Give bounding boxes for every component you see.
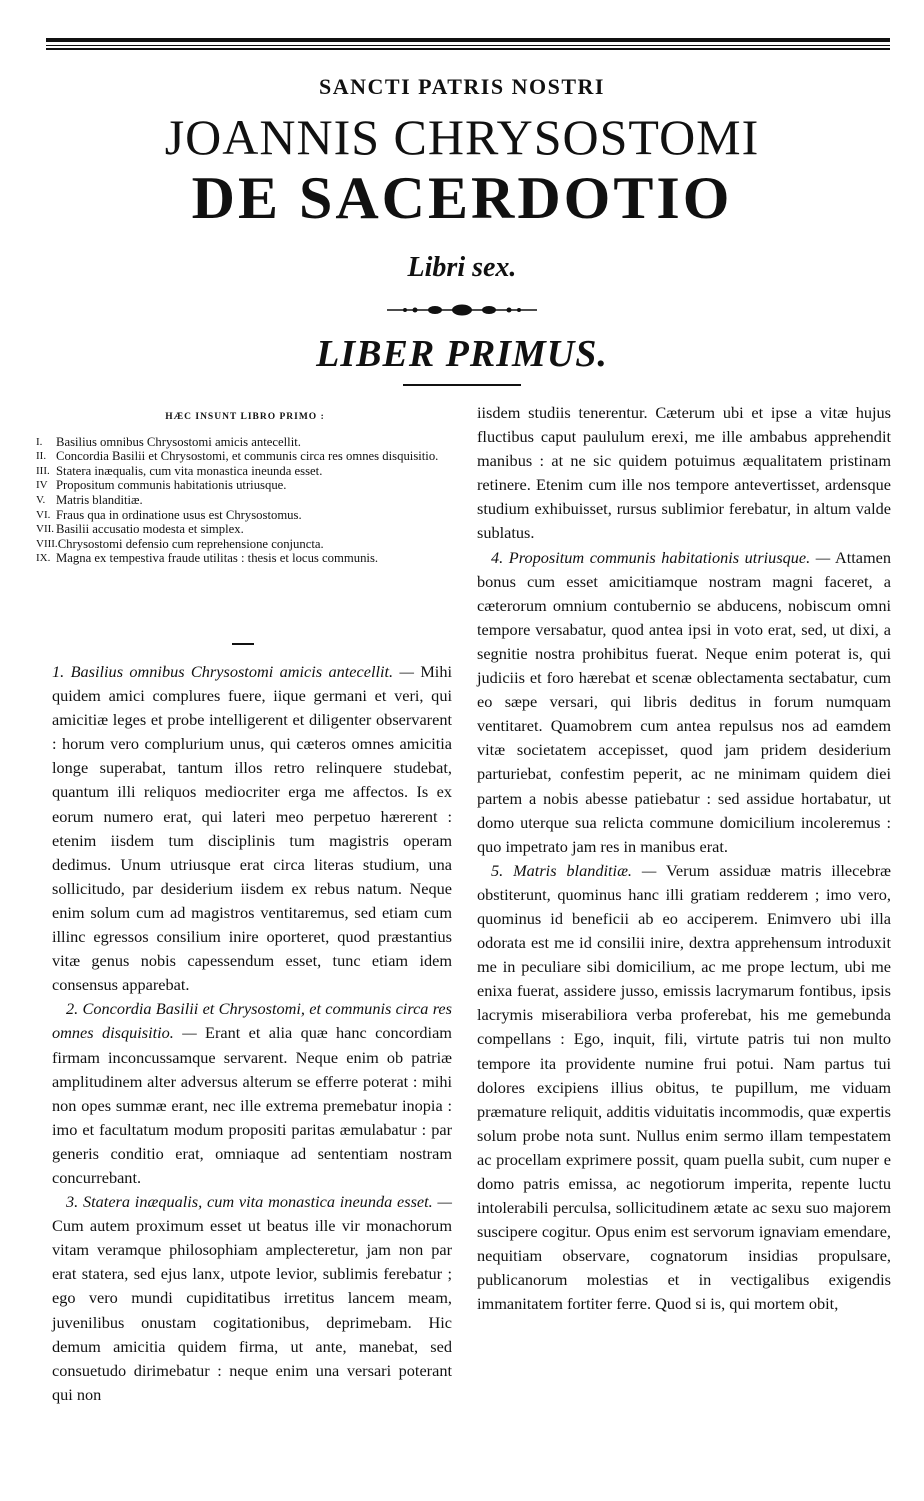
contents-num: VIII. — [36, 537, 58, 550]
contents-num: II. — [36, 450, 47, 463]
contents-item — [36, 522, 454, 537]
contents-item — [36, 537, 454, 552]
contents-text: Basilius omnibus Chrysostomi amicis antecellit. — [56, 434, 301, 449]
contents-item — [36, 464, 454, 479]
contents-num: VI. — [36, 508, 51, 521]
contents-rule — [232, 643, 254, 645]
contents-num: IV — [36, 479, 48, 492]
paragraph-2 — [52, 997, 452, 1190]
paragraph-body: Attamen bonus cum esset amicitiamque nostram magni faceret, a cæterorum omnium contubernio se abducens, nobiscum omni tempore versabatur, quod antea ipsi in voto erat, sed, ut dixi, a segnitie nostra prohibitus fuerat. Neque enim poterat is, qui judiciis et foro hærebat et scenæ oblectamenta sectabatur, cum eo sæpe versari, qui libris deditus in forum numquam ventitaret. Quamobrem cum antea repulsus nos ad eamdem vitæ societatem accepisset, quod jam pridem desiderium parturiebat, confestim peperit, ac ne minimam quidem diei partem a nobis abesse patiebatur : sed assidue hortabatur, ut domo uterque sua relicta commune domicilium incoleremus : quo impetrato jam res in manibus erat. — [477, 547, 891, 856]
paragraph-body: Verum assiduæ matris illecebræ obstiterunt, quominus hanc illi gratiam redderem ; imo vero, quominus id beneficii ab eo acciperem. Enimvero ubi illa odorata est me id consilii inire, dextra apprehensum introduxit me in peculiare sibi domicilium, ac me prope lectum, ubi me enixa fuerat, assidere jusso, emissis lacrymarum fontibus, ipsis lacrymis miserabiliora verba proferebat, his me gemebunda compellans : Ego, inquit, fili, virtute patris tui non multo tempore ita providente numine frui potui. Nam partus tui dolores excipiens illius obitus, te pupillum, me viduam præmature reliquit, additis viduitatis incommodis, quæ expertis solum probe nota sunt. Nullus enim sermo illam tempestatem ac procellam exprimere possit, quam puella subit, cum nuper e domo patris emissa, ac negotiorum imperita, repente luctu intolerabili perculsa, sollicitudinem ætate ac sexu suo majorem suscipere cogitur. Opus enim est servorum ignaviam emendare, nequitiam observare, cognatorum insidias propulsare, publicanorum molestias et in vectigalibus exigendis immanitatem fortiter ferre. Quod si is, qui mortem obit, — [477, 860, 891, 1314]
header-libri: Libri sex. — [407, 252, 517, 283]
left-column — [52, 660, 452, 1407]
paragraph-1 — [52, 660, 452, 997]
header-author: JOANNIS CHRYSOSTOMI — [164, 109, 760, 165]
heading-rule — [403, 384, 521, 386]
paragraph-body: iisdem studiis tenerentur. Cæterum ubi et ipse a vitæ hujus fluctibus caput paululum erexi, me ille ambabus apprehendit manibus : at ne sic quidem potuimus æqualitatem pristinam retinere. Etenim cum ille nos tempore antevertisset, ardensque studium exhibuisset, rursus sublimior ferebatur, in altum valde sublatus. — [477, 403, 891, 543]
paragraph-title: 2. Concordia Basilii et Chrysostomi, et communis circa res omnes disquisitio. — — [52, 999, 452, 1043]
contents-text: Fraus qua in ordinatione usus est Chrysostomus. — [56, 507, 302, 522]
paragraph-continued — [477, 401, 891, 546]
contents-num: V. — [36, 493, 46, 506]
contents-item — [36, 435, 454, 450]
contents-heading: HÆC INSUNT LIBRO PRIMO : — [165, 412, 325, 422]
contents-num: VII. — [36, 523, 55, 536]
contents-item — [36, 478, 454, 493]
paragraph-body: Mihi quidem amici complures fuere, iique germani et veri, qui amicitiæ leges et probe intelligerent et diligenter observarent : horum vero complurium unus, qui cæteros omnes amicitia longe superabat, tantum illos retro relinquere studebat, quantum illi reliquos mediocriter erga me affectos. Is ex eorum numero erat, qui lateri meo perpetuo hærerent : etenim iisdem tum disciplinis tum magistris operam dedimus. Unum utriusque erat circa literas studium, una sollicitudo, par desiderium iisdem ex rebus natum. Neque enim solum cum ad magistros ventitaremus, sed etiam cum illinc egressos consilium inire oporteret, quod præstantius vitæ genus nobis capessendum esset, tunc etiam idem consensus apparebat. — [52, 662, 452, 995]
paragraph-body: Cum autem proximum esset ut beatus ille vir monachorum vitam veramque philosophiam amplecteretur, jam non par erat statera, sed ejus lanx, utpote levior, sublimis ferebatur ; ego vero mundi cupiditatibus irretitus lancem meam, juvenilibus onustam cogitationibus, deprimebam. Hic demum amicitia quidem firma, ut ante, manebat, sed consuetudo dirimebatur : neque enim una versari poterant qui non — [52, 1216, 452, 1404]
paragraph-4 — [477, 546, 891, 859]
contents-text: Concordia Basilii et Chrysostomi, et communis circa res omnes disquisitio. — [56, 449, 439, 464]
contents-text: Propositum communis habitationis utriusque. — [56, 478, 287, 493]
contents-item — [36, 449, 454, 464]
right-column — [477, 401, 891, 1317]
paragraph-5 — [477, 859, 891, 1317]
contents-text: Basilii accusatio modesta et simplex. — [56, 522, 244, 537]
top-rule — [46, 38, 890, 50]
paragraph-body: Erant et alia quæ hanc concordiam firmam inconcussamque servarent. Neque enim ob patriæ amplitudinem alter adversus alterum se efferre poterat : mihi non opes summæ erant, nec ille extrema premebatur inopia : imo et facultatum modum propositi paritas æmulabatur : par generis conditio erat, omniaque ad sententiam nostram concurrebant. — [52, 1023, 452, 1187]
contents-num: IX. — [36, 552, 51, 565]
contents-text: Statera inæqualis, cum vita monastica ineunda esset. — [56, 463, 323, 478]
ornament-divider — [385, 303, 539, 317]
contents-text: Magna ex tempestiva fraude utilitas : thesis et locus communis. — [56, 551, 379, 566]
contents-text: Chrysostomi defensio cum reprehensione conjuncta. — [57, 536, 324, 551]
contents-num: I. — [36, 435, 43, 448]
contents-item — [36, 508, 454, 523]
contents-item — [36, 493, 454, 508]
contents-text: Matris blanditiæ. — [56, 492, 143, 507]
paragraph-3 — [52, 1190, 452, 1407]
paragraph-title: 3. Statera inæqualis, cum vita monastica ineunda esset. — — [66, 1192, 452, 1212]
liber-heading: LIBER PRIMUS. — [316, 333, 608, 375]
paragraph-title: 4. Propositum communis habitationis utriusque. — — [491, 547, 831, 567]
contents-num: III. — [36, 464, 50, 477]
contents-list — [36, 410, 454, 566]
paragraph-title: 1. Basilius omnibus Chrysostomi amicis antecellit. — — [52, 662, 414, 681]
paragraph-title: 5. Matris blanditiæ. — — [491, 860, 657, 880]
header-subtitle: SANCTI PATRIS NOSTRI — [319, 74, 605, 99]
contents-item — [36, 551, 454, 566]
header-title: DE SACERDOTIO — [191, 165, 733, 231]
